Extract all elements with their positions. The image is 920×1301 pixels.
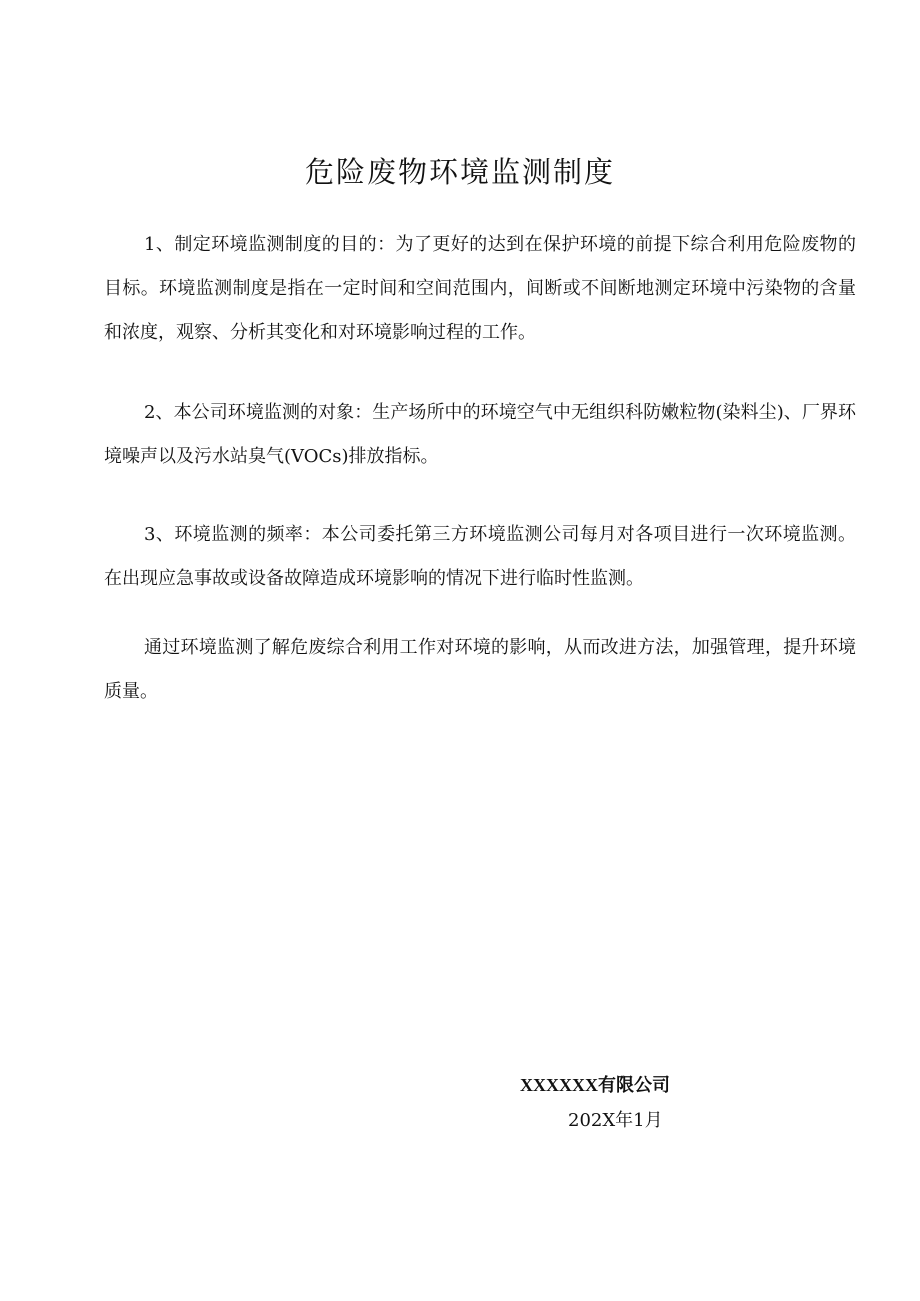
paragraph-objects: 2、本公司环境监测的对象：生产场所中的环境空气中无组织科防嫩粒物(染料尘)、厂界环境噪声以及污水站臭气(VOCs)排放指标。 bbox=[104, 402, 856, 467]
paragraph-frequency: 3、环境监测的频率：本公司委托第三方环境监测公司每月对各项目进行一次环境监测。在出现应急事故或设备故障造成环境影响的情况下进行临时性监测。 bbox=[104, 524, 856, 589]
paragraph-conclusion: 通过环境监测了解危废综合利用工作对环境的影响，从而改进方法，加强管理，提升环境质量。 bbox=[104, 637, 856, 702]
paragraph-purpose: 1、制定环境监测制度的目的：为了更好的达到在保护环境的前提下综合利用危险废物的目标。环境监测制度是指在一定时间和空间范围内，间断或不间断地测定环境中污染物的含量和浓度，观察、分析其变化和对环境影响过程的工作。 bbox=[104, 234, 856, 343]
signature-company: XXXXXX有限公司 bbox=[520, 1075, 670, 1095]
document-title: 危险废物环境监测制度 bbox=[304, 155, 615, 189]
signature-date: 202X年1月 bbox=[568, 1110, 663, 1131]
